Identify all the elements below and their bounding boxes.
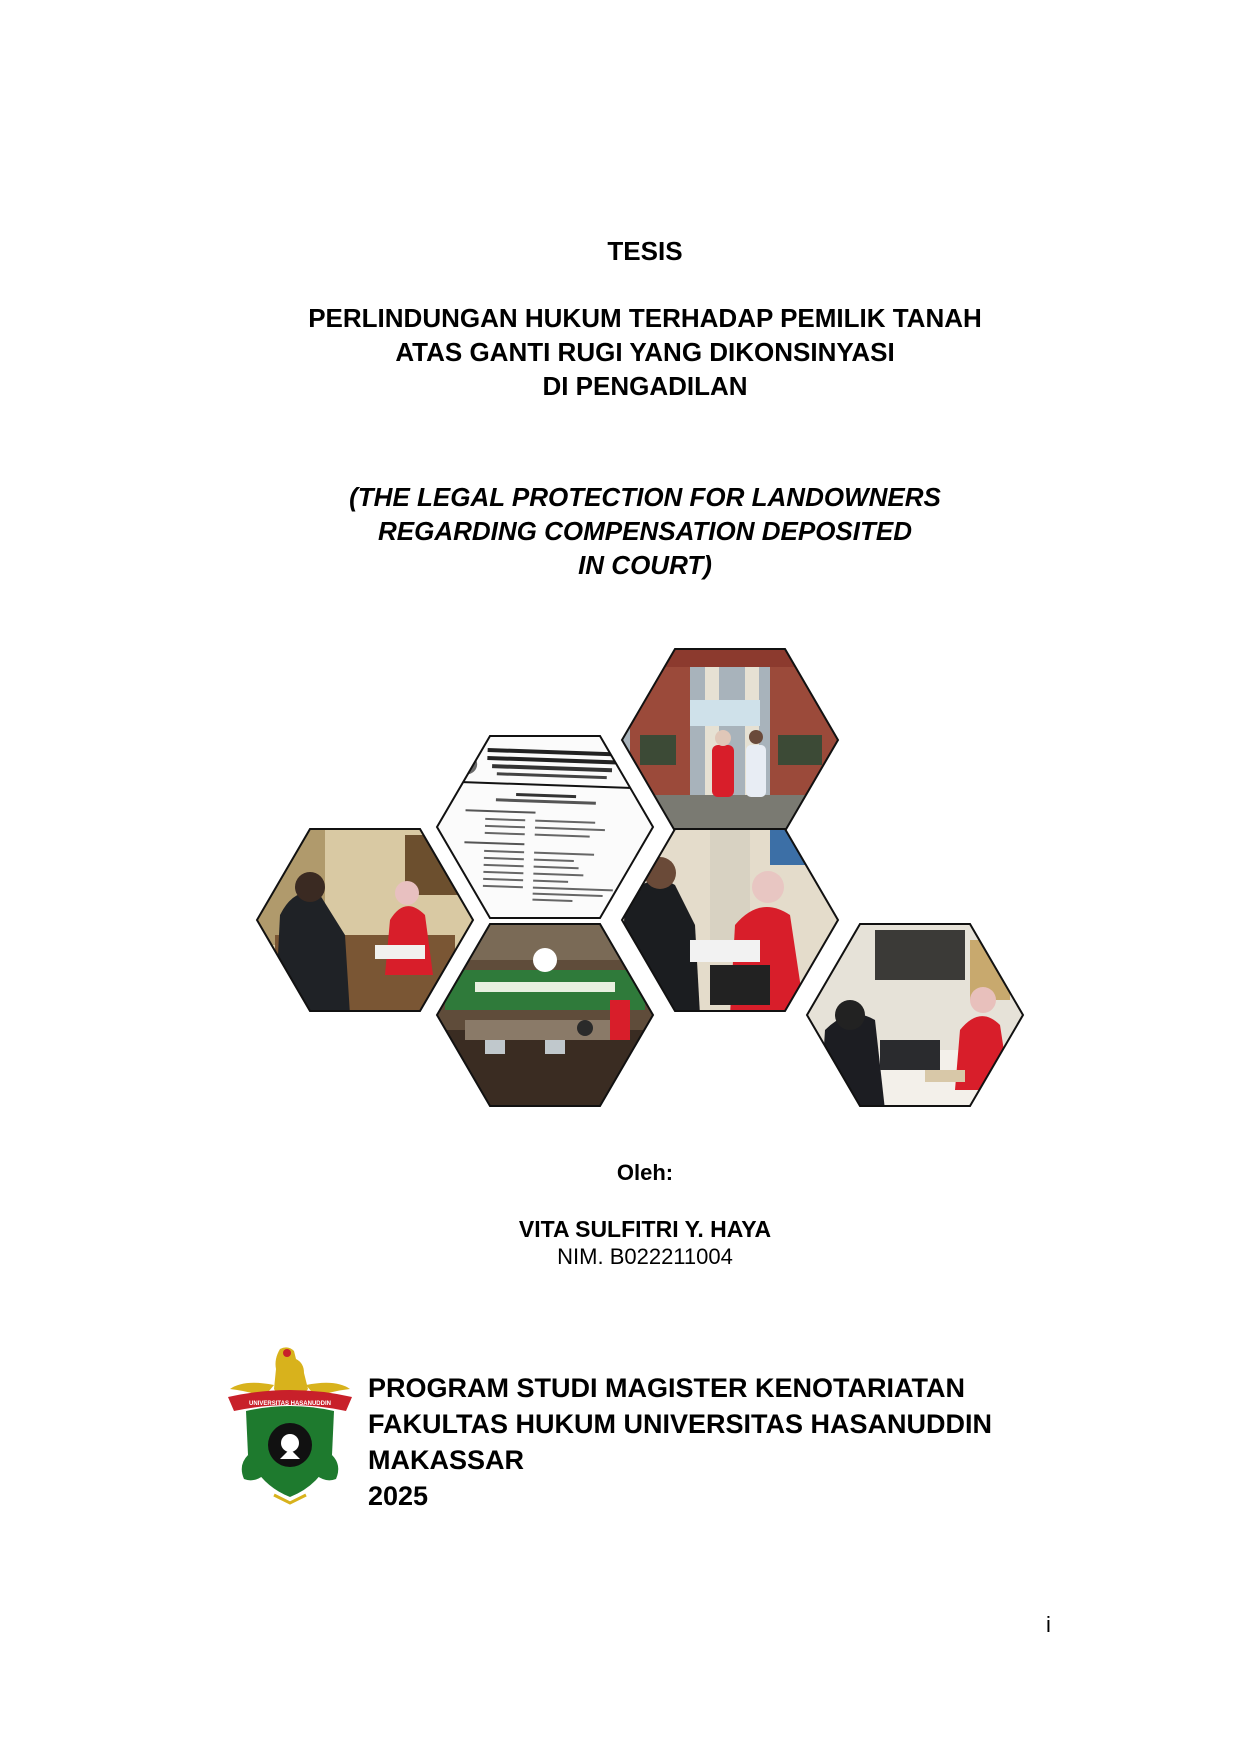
document-type: TESIS <box>607 236 683 266</box>
title-en-line: REGARDING COMPENSATION DEPOSITED <box>377 516 912 546</box>
university-logo <box>224 1345 356 1505</box>
title-indonesian <box>0 301 1240 403</box>
title-id-line: DI PENGADILAN <box>542 371 748 401</box>
institution-block <box>368 1370 992 1514</box>
court-service-desk-photo <box>435 920 655 1110</box>
title-id-line: PERLINDUNGAN HUKUM TERHADAP PEMILIK TANAH <box>308 303 982 333</box>
logo-banner-text: UNIVERSITAS HASANUDDIN <box>249 1401 331 1407</box>
author-name: VITA SULFITRI Y. HAYA <box>518 1216 772 1242</box>
by-label: Oleh: <box>616 1160 674 1185</box>
author-nim: NIM. B022211004 <box>557 1244 733 1269</box>
title-id-line: ATAS GANTI RUGI YANG DIKONSINYASI <box>395 337 895 367</box>
institution-line: MAKASSAR <box>368 1445 525 1475</box>
title-en-line: (THE LEGAL PROTECTION FOR LANDOWNERS <box>349 482 941 512</box>
office-interview-photo <box>805 920 1025 1110</box>
page-number: i <box>1046 1612 1051 1637</box>
hexagon-photo-collage <box>255 645 1025 1125</box>
title-en-line: IN COURT) <box>578 550 712 580</box>
institution-year: 2025 <box>368 1481 429 1511</box>
institution-line: FAKULTAS HUKUM UNIVERSITAS HASANUDDIN <box>368 1409 992 1439</box>
institution-line: PROGRAM STUDI MAGISTER KENOTARIATAN <box>368 1373 965 1403</box>
title-english <box>0 480 1240 582</box>
